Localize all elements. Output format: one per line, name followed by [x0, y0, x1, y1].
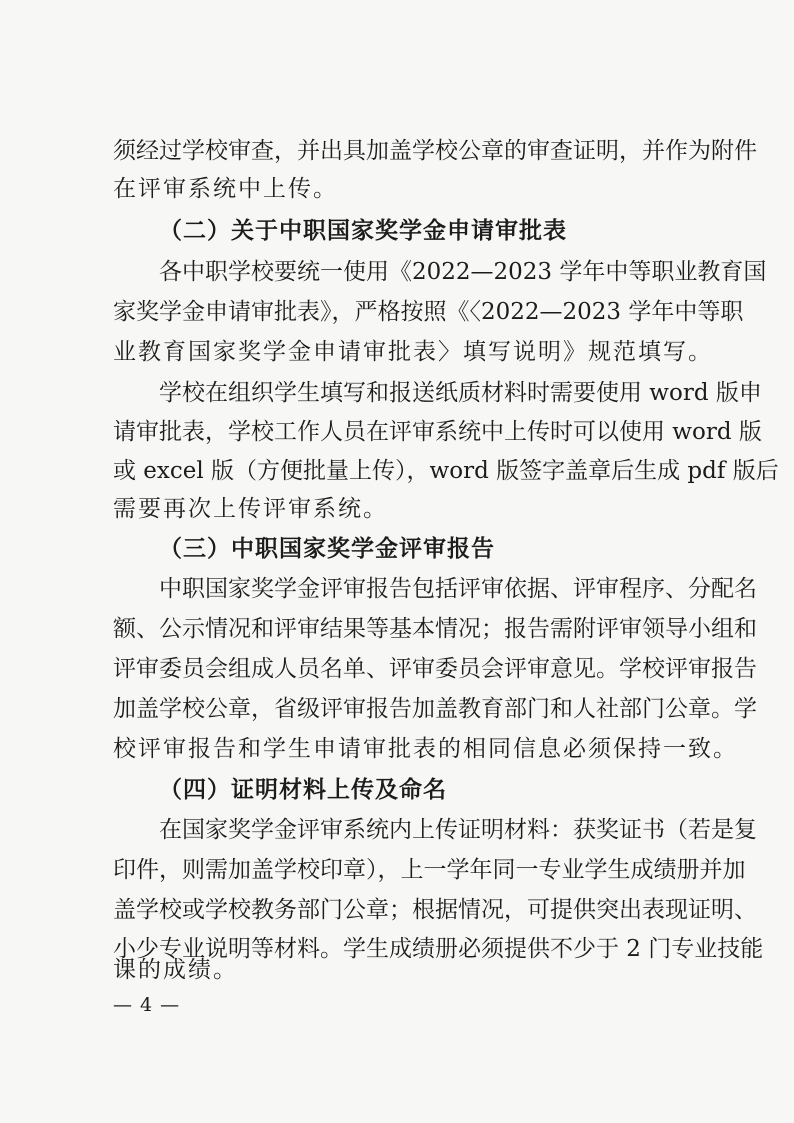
paragraph-line: 在国家奖学金评审系统内上传证明材料：获奖证书（若是复: [159, 817, 757, 843]
paragraph-line: 请审批表，学校工作人员在评审系统中上传时可以使用 word 版: [113, 419, 762, 445]
paragraph-line: 须经过学校审查，并出具加盖学校公章的审查证明，并作为附件: [113, 138, 757, 164]
paragraph-line: 业教育国家奖学金申请审批表〉填写说明》规范填写。: [113, 339, 713, 365]
paragraph-line: 学校在组织学生填写和报送纸质材料时需要使用 word 版申: [159, 380, 762, 406]
paragraph-line: 额、公示情况和评审结果等基本情况；报告需附评审领导小组和: [113, 616, 757, 642]
paragraph-line: 小少专业说明等材料。学生成绩册必须提供不少于 2 门专业技能: [113, 936, 764, 962]
paragraph-line: 中职国家奖学金评审报告包括评审依据、评审程序、分配名: [159, 576, 757, 602]
paragraph-line: 盖学校或学校教务部门公章；根据情况，可提供突出表现证明、: [113, 897, 757, 923]
paragraph-line: 在评审系统中上传。: [113, 176, 338, 202]
paragraph-line: 评审委员会组成人员名单、评审委员会评审意见。学校评审报告: [113, 656, 757, 682]
section-heading-2: （二）关于中职国家奖学金申请审批表: [159, 217, 567, 244]
paragraph-line: 或 excel 版（方便批量上传），word 版签字盖章后生成 pdf 版后: [113, 458, 779, 484]
section-heading-4: （四）证明材料上传及命名: [159, 776, 447, 803]
paragraph-line: 校评审报告和学生申请审批表的相同信息必须保持一致。: [113, 736, 738, 762]
paragraph-line: 家奖学金申请审批表》，严格按照《〈2022—2023 学年中等职: [113, 299, 744, 325]
section-heading-3: （三）中职国家奖学金评审报告: [159, 535, 495, 562]
paragraph-line: 印件，则需加盖学校印章），上一学年同一专业学生成绩册并加: [113, 857, 746, 883]
paragraph-line: 加盖学校公章，省级评审报告加盖教育部门和人社部门公章。学: [113, 696, 757, 722]
paragraph-line: 各中职学校要统一使用《2022—2023 学年中等职业教育国: [159, 259, 767, 285]
paragraph-line: 课的成绩。: [113, 957, 238, 983]
paragraph-line: 需要再次上传评审系统。: [113, 496, 388, 522]
page-number: — 4 —: [113, 994, 181, 1016]
